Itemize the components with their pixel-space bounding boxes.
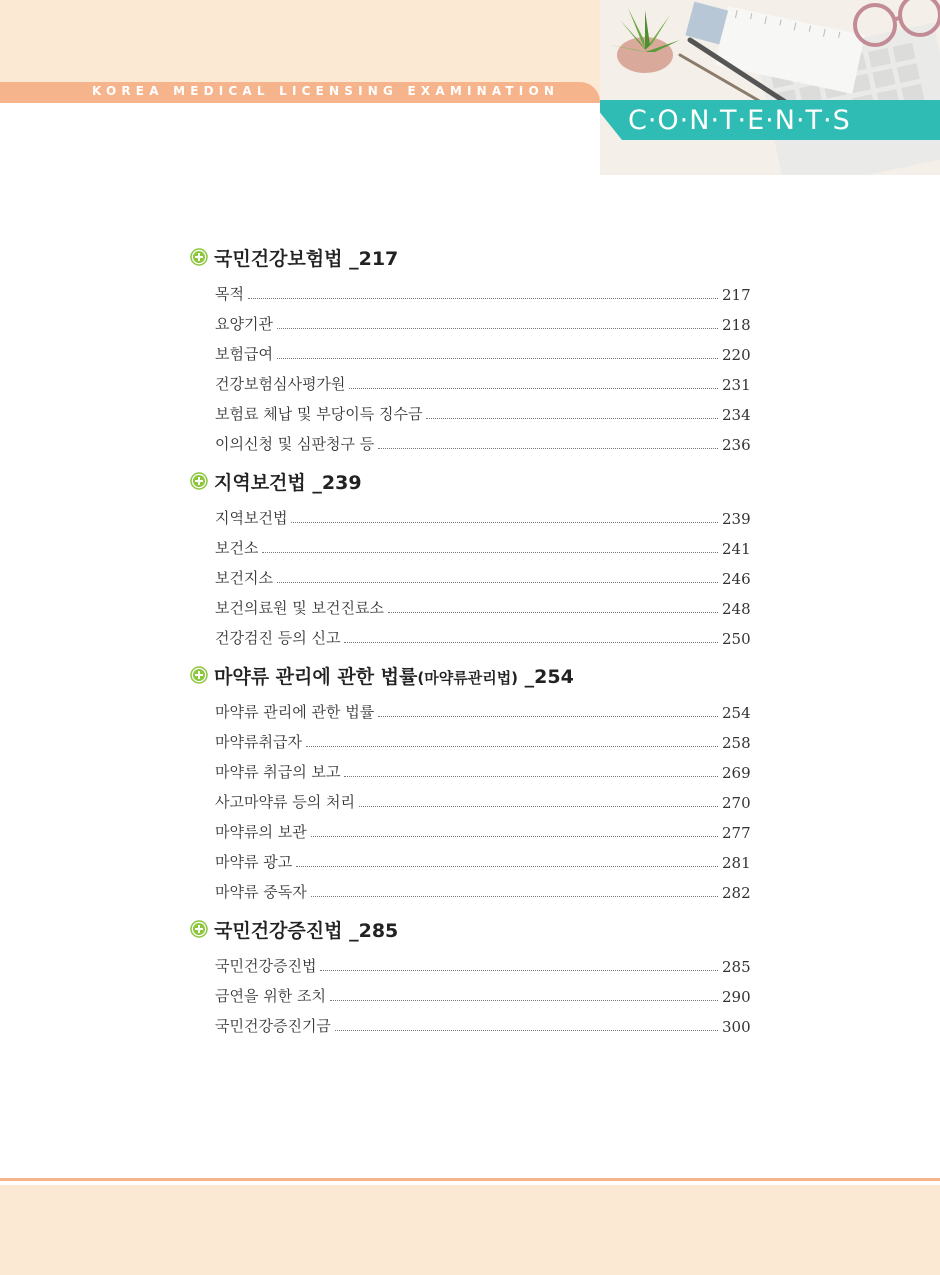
entry-label: 보험급여 (215, 345, 273, 363)
entry-label: 보건소 (215, 539, 259, 557)
toc-entry[interactable] (215, 498, 750, 528)
entry-label: 이의신청 및 심판청구 등 (215, 435, 375, 453)
entry-page: 277 (722, 824, 751, 842)
toc-entry[interactable] (215, 1006, 750, 1036)
toc-section (190, 912, 750, 1036)
toc-entry[interactable] (215, 842, 750, 872)
entry-page: 290 (722, 988, 751, 1006)
dot-leader (306, 746, 718, 747)
toc-entry[interactable] (215, 558, 750, 588)
entry-page: 234 (722, 406, 751, 424)
toc-entry[interactable] (215, 976, 750, 1006)
dot-leader (320, 970, 718, 971)
entry-page: 269 (722, 764, 751, 782)
dot-leader (248, 298, 718, 299)
dot-leader (388, 612, 718, 613)
toc-entry[interactable] (215, 692, 750, 722)
header-photo (600, 0, 940, 175)
entry-label: 보험료 체납 및 부당이득 징수금 (215, 405, 423, 423)
entry-label: 금연을 위한 조치 (215, 987, 326, 1005)
entry-label: 마약류의 보관 (215, 823, 307, 841)
entry-page: 281 (722, 854, 751, 872)
toc-entry[interactable] (215, 812, 750, 842)
plus-circle-icon (190, 472, 208, 490)
dot-leader (349, 388, 718, 389)
entry-label: 보건지소 (215, 569, 273, 587)
entry-page: 270 (722, 794, 751, 812)
dot-leader (311, 836, 718, 837)
plus-circle-icon (190, 666, 208, 684)
dot-leader (335, 1030, 718, 1031)
entry-page: 231 (722, 376, 751, 394)
entry-page: 258 (722, 734, 751, 752)
footer-line (0, 1178, 940, 1181)
dot-leader (262, 552, 718, 553)
toc-section (190, 464, 750, 648)
dot-leader (291, 522, 718, 523)
toc-entry[interactable] (215, 274, 750, 304)
entry-label: 목적 (215, 285, 244, 303)
plus-circle-icon (190, 248, 208, 266)
entry-label: 건강검진 등의 신고 (215, 629, 341, 647)
entry-page: 300 (722, 1018, 751, 1036)
entry-label: 지역보건법 (215, 509, 288, 527)
dot-leader (330, 1000, 718, 1001)
section-heading (190, 658, 750, 692)
entry-label: 건강보험심사평가원 (215, 375, 346, 393)
entry-page: 220 (722, 346, 751, 364)
entry-label: 국민건강증진기금 (215, 1017, 331, 1035)
toc-entry[interactable] (215, 588, 750, 618)
dot-leader (344, 642, 718, 643)
dot-leader (359, 806, 718, 807)
table-of-contents (190, 240, 750, 1046)
toc-section (190, 658, 750, 902)
entry-label: 요양기관 (215, 315, 273, 333)
dot-leader (378, 448, 718, 449)
entry-label: 마약류 광고 (215, 853, 293, 871)
contents-label: C·O·N·T·E·N·T·S (628, 105, 851, 136)
toc-entry[interactable] (215, 528, 750, 558)
entry-page: 218 (722, 316, 751, 334)
entry-page: 239 (722, 510, 751, 528)
toc-entry[interactable] (215, 334, 750, 364)
dot-leader (311, 896, 718, 897)
footer-band (0, 1185, 940, 1275)
plus-circle-icon (190, 920, 208, 938)
entry-label: 보건의료원 및 보건진료소 (215, 599, 384, 617)
toc-entry[interactable] (215, 618, 750, 648)
dot-leader (378, 716, 718, 717)
section-title[interactable]: 국민건강증진법 _285 (214, 919, 399, 942)
section-title[interactable]: 국민건강보험법 _217 (214, 247, 399, 270)
entry-page: 236 (722, 436, 751, 454)
entry-page: 282 (722, 884, 751, 902)
entry-page: 246 (722, 570, 751, 588)
entry-page: 285 (722, 958, 751, 976)
toc-entry[interactable] (215, 424, 750, 454)
entry-page: 254 (722, 704, 751, 722)
entry-label: 국민건강증진법 (215, 957, 317, 975)
dot-leader (277, 582, 718, 583)
toc-entry[interactable] (215, 394, 750, 424)
entry-label: 마약류 중독자 (215, 883, 307, 901)
toc-entry[interactable] (215, 364, 750, 394)
section-title[interactable]: 지역보건법 _239 (214, 471, 362, 494)
toc-entry[interactable] (215, 946, 750, 976)
section-heading (190, 912, 750, 946)
entry-label: 마약류취급자 (215, 733, 302, 751)
dot-leader (277, 328, 718, 329)
entry-label: 마약류 관리에 관한 법률 (215, 703, 375, 721)
exam-title: KOREA MEDICAL LICENSING EXAMINATION (92, 84, 560, 98)
section-heading (190, 240, 750, 274)
toc-entry[interactable] (215, 304, 750, 334)
dot-leader (344, 776, 718, 777)
toc-section (190, 240, 750, 454)
toc-entry[interactable] (215, 872, 750, 902)
dot-leader (296, 866, 718, 867)
entry-page: 217 (722, 286, 751, 304)
entry-page: 250 (722, 630, 751, 648)
toc-entry[interactable] (215, 752, 750, 782)
dot-leader (426, 418, 718, 419)
dot-leader (277, 358, 718, 359)
toc-entry[interactable] (215, 782, 750, 812)
entry-page: 241 (722, 540, 751, 558)
toc-entry[interactable] (215, 722, 750, 752)
section-title[interactable]: 마약류 관리에 관한 법률(마약류관리법) _254 (214, 665, 574, 688)
entry-label: 사고마약류 등의 처리 (215, 793, 355, 811)
entry-page: 248 (722, 600, 751, 618)
section-heading (190, 464, 750, 498)
entry-label: 마약류 취급의 보고 (215, 763, 341, 781)
